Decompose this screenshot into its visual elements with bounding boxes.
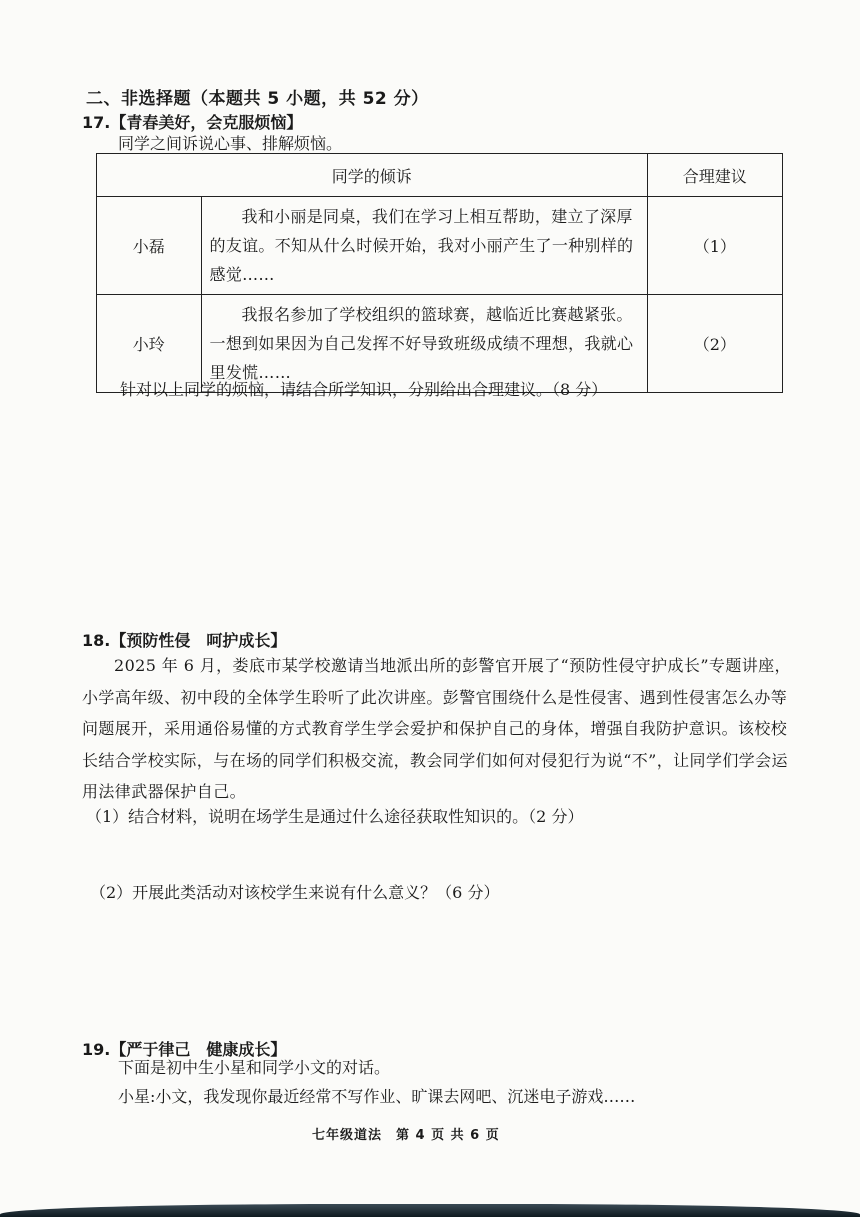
suggestion-blank: （1） bbox=[647, 197, 782, 295]
q17-intro: 同学之间诉说心事、排解烦恼。 bbox=[118, 134, 343, 153]
table-row bbox=[97, 197, 783, 295]
table-header-row bbox=[97, 154, 783, 197]
student-name: 小磊 bbox=[97, 197, 202, 295]
q19-intro: 下面是初中生小星和同学小文的对话。 bbox=[118, 1058, 391, 1077]
student-complaint: 我和小丽是同桌，我们在学习上相互帮助，建立了深厚的友谊。不知从什么时候开始，我对小丽产生了一种别样的感觉…… bbox=[201, 197, 647, 295]
q18-sub1: （1）结合材料，说明在场学生是通过什么途径获取性知识的。（2 分） bbox=[86, 807, 584, 826]
q18-sub2: （2）开展此类活动对该校学生来说有什么意义？（6 分） bbox=[90, 883, 500, 902]
table-header-suggestion: 合理建议 bbox=[647, 154, 782, 197]
scan-edge-shadow bbox=[0, 1204, 860, 1217]
page-footer: 七年级道法 第 4 页 共 6 页 bbox=[312, 1128, 500, 1143]
q17-table bbox=[96, 153, 783, 393]
student-complaint: 我报名参加了学校组织的篮球赛，越临近比赛越紧张。一想到如果因为自己发挥不好导致班级成绩不理想，我就心里发慌…… bbox=[201, 295, 647, 393]
section-header: 二、非选择题（本题共 5 小题，共 52 分） bbox=[86, 89, 429, 109]
q18-paragraph: 2025 年 6 月，娄底市某学校邀请当地派出所的彭警官开展了“预防性侵守护成长”专题讲座，小学高年级、初中段的全体学生聆听了此次讲座。彭警官围绕什么是性侵害、遇到性侵害怎么办等问题展开，采用通俗易懂的方式教育学生学会爱护和保护自己的身体，增强自我防护意识。该校校长结合学校实际，与在场的同学们积极交流，教会同学们如何对侵犯行为说“不”，让同学们学会运用法律武器保护自己。 bbox=[82, 656, 791, 801]
q18-title: 18.【预防性侵 呵护成长】 bbox=[82, 631, 287, 650]
q17-prompt: 针对以上同学的烦恼，请结合所学知识，分别给出合理建议。（8 分） bbox=[120, 380, 608, 399]
student-name: 小玲 bbox=[97, 295, 202, 393]
suggestion-blank: （2） bbox=[647, 295, 782, 393]
q19-title: 19.【严于律己 健康成长】 bbox=[82, 1040, 287, 1059]
q19-dialogue-line: 小星:小文，我发现你最近经常不写作业、旷课去网吧、沉迷电子游戏…… bbox=[118, 1087, 636, 1106]
table-header-complaint: 同学的倾诉 bbox=[97, 154, 648, 197]
q17-title: 17.【青春美好，会克服烦恼】 bbox=[82, 113, 303, 132]
